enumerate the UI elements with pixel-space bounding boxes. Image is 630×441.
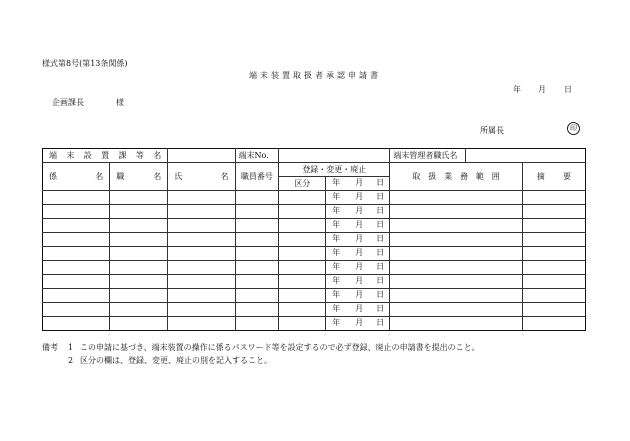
date-year-label: 年 [332, 206, 341, 215]
date-cell[interactable] [326, 205, 390, 219]
date-year-label: 年 [332, 234, 341, 243]
date-month-label: 月 [355, 262, 364, 271]
date-year-label: 年 [332, 192, 341, 201]
terminal-no-value[interactable] [279, 149, 390, 163]
position-cell[interactable] [110, 289, 168, 303]
section-name-cell[interactable] [43, 261, 110, 275]
category-cell[interactable] [279, 303, 326, 317]
table-row [43, 289, 586, 303]
date-month-label: 月 [355, 290, 364, 299]
summary-cell[interactable] [522, 219, 585, 233]
date-month-label: 月 [355, 234, 364, 243]
section-name-cell[interactable] [43, 205, 110, 219]
section-name-cell[interactable] [43, 275, 110, 289]
person-name-cell[interactable] [168, 261, 235, 275]
terminal-no-label: 端末No. [235, 149, 279, 163]
header-row-1 [43, 163, 586, 177]
person-name-cell[interactable] [168, 247, 235, 261]
position-cell[interactable] [110, 191, 168, 205]
position-cell[interactable] [110, 275, 168, 289]
terminal-manager-value[interactable] [465, 149, 585, 163]
date-month-label: 月 [355, 192, 364, 201]
employee-no-cell[interactable] [235, 233, 279, 247]
date-month-label: 月 [355, 318, 364, 327]
date-header-day: 日 [376, 178, 385, 187]
category-header: 区分 [279, 177, 326, 191]
person-name-header: 氏名 [168, 163, 235, 191]
position-header: 職名 [110, 163, 168, 191]
table-row [43, 303, 586, 317]
header-date-month: 月 [538, 85, 546, 94]
summary-cell[interactable] [522, 191, 585, 205]
terminal-manager-label: 端末管理者職氏名 [390, 149, 465, 163]
employee-no-cell[interactable] [235, 219, 279, 233]
date-month-label: 月 [355, 220, 364, 229]
seal-icon: 印 [567, 122, 580, 135]
form-code: 様式第8号(第13条関係) [42, 59, 128, 68]
employee-no-cell[interactable] [235, 247, 279, 261]
date-header-month: 月 [355, 178, 364, 187]
duty-scope-cell[interactable] [390, 247, 522, 261]
installation-dept-label: 端末設置課等名 [43, 149, 168, 163]
person-name-cell[interactable] [168, 303, 235, 317]
date-day-label: 日 [376, 220, 385, 229]
duty-scope-cell[interactable] [390, 317, 522, 331]
employee-no-header: 職員番号 [235, 163, 279, 191]
duty-scope-cell[interactable] [390, 303, 522, 317]
date-cell[interactable] [326, 317, 390, 331]
employee-no-cell[interactable] [235, 191, 279, 205]
table-row [43, 247, 586, 261]
category-cell[interactable] [279, 205, 326, 219]
position-cell[interactable] [110, 303, 168, 317]
summary-cell[interactable] [522, 317, 585, 331]
duty-scope-cell[interactable] [390, 233, 522, 247]
employee-no-cell[interactable] [235, 275, 279, 289]
affiliation-head-label: 所属長 [480, 126, 504, 135]
note-number: 2 [68, 356, 74, 365]
category-cell[interactable] [279, 247, 326, 261]
date-year-label: 年 [332, 262, 341, 271]
section-name-cell[interactable] [43, 233, 110, 247]
installation-dept-value[interactable] [168, 149, 235, 163]
date-year-label: 年 [332, 318, 341, 327]
reg-change-abolish-header: 登録・変更・廃止 [279, 163, 390, 177]
section-name-cell[interactable] [43, 247, 110, 261]
table-row [43, 219, 586, 233]
category-cell[interactable] [279, 261, 326, 275]
category-cell[interactable] [279, 289, 326, 303]
date-header-year: 年 [332, 178, 341, 187]
position-cell[interactable] [110, 261, 168, 275]
employee-no-cell[interactable] [235, 317, 279, 331]
summary-cell[interactable] [522, 205, 585, 219]
date-day-label: 日 [376, 262, 385, 271]
summary-cell[interactable] [522, 303, 585, 317]
category-cell[interactable] [279, 275, 326, 289]
position-cell[interactable] [110, 233, 168, 247]
table-row [43, 233, 586, 247]
date-day-label: 日 [376, 234, 385, 243]
note-text: この申請に基づき、端末装置の操作に係るパスワード等を設定するので必ず登録、廃止の申請書を提出のこと。 [80, 343, 480, 352]
date-header [326, 177, 390, 191]
date-day-label: 日 [376, 276, 385, 285]
header-date-day: 日 [564, 85, 572, 94]
document-title: 端末装置取扱者承認申請書 [249, 71, 381, 80]
duty-scope-cell[interactable] [390, 191, 522, 205]
employee-no-cell[interactable] [235, 289, 279, 303]
date-day-label: 日 [376, 318, 385, 327]
position-cell[interactable] [110, 219, 168, 233]
person-name-cell[interactable] [168, 205, 235, 219]
section-name-cell[interactable] [43, 191, 110, 205]
date-day-label: 日 [376, 290, 385, 299]
position-cell[interactable] [110, 247, 168, 261]
position-cell[interactable] [110, 205, 168, 219]
section-name-cell[interactable] [43, 219, 110, 233]
person-name-cell[interactable] [168, 275, 235, 289]
position-cell[interactable] [110, 317, 168, 331]
date-cell[interactable] [326, 219, 390, 233]
employee-no-cell[interactable] [235, 205, 279, 219]
date-month-label: 月 [355, 304, 364, 313]
person-name-cell[interactable] [168, 289, 235, 303]
date-day-label: 日 [376, 248, 385, 257]
date-cell[interactable] [326, 233, 390, 247]
person-name-cell[interactable] [168, 233, 235, 247]
category-cell[interactable] [279, 219, 326, 233]
section-name-cell[interactable] [43, 303, 110, 317]
date-cell[interactable] [326, 303, 390, 317]
duty-scope-cell[interactable] [390, 275, 522, 289]
section-name-cell[interactable] [43, 317, 110, 331]
summary-cell[interactable] [522, 275, 585, 289]
table-row [43, 317, 586, 331]
employee-no-cell[interactable] [235, 303, 279, 317]
category-cell[interactable] [279, 233, 326, 247]
note-number: 1 [68, 343, 74, 352]
notes-label: 備考 [42, 343, 58, 352]
date-month-label: 月 [355, 206, 364, 215]
date-cell[interactable] [326, 261, 390, 275]
date-cell[interactable] [326, 275, 390, 289]
duty-scope-cell[interactable] [390, 205, 522, 219]
table-row [43, 261, 586, 275]
info-row [43, 149, 586, 163]
date-day-label: 日 [376, 304, 385, 313]
employee-no-cell[interactable] [235, 261, 279, 275]
summary-header: 摘要 [522, 163, 585, 191]
summary-cell[interactable] [522, 261, 585, 275]
category-cell[interactable] [279, 191, 326, 205]
date-year-label: 年 [332, 248, 341, 257]
table-row [43, 275, 586, 289]
addressee: 企画課長 [52, 98, 84, 107]
date-year-label: 年 [332, 290, 341, 299]
date-day-label: 日 [376, 192, 385, 201]
summary-cell[interactable] [522, 289, 585, 303]
duty-scope-cell[interactable] [390, 289, 522, 303]
table-row [43, 191, 586, 205]
table-row [43, 205, 586, 219]
summary-cell[interactable] [522, 233, 585, 247]
application-table [42, 148, 586, 331]
duty-scope-header: 取扱業務範囲 [390, 163, 522, 191]
person-name-cell[interactable] [168, 317, 235, 331]
note-text: 区分の欄は、登録、変更、廃止の別を記入すること。 [80, 356, 272, 365]
date-day-label: 日 [376, 206, 385, 215]
summary-cell[interactable] [522, 247, 585, 261]
category-cell[interactable] [279, 317, 326, 331]
date-cell[interactable] [326, 247, 390, 261]
date-year-label: 年 [332, 276, 341, 285]
date-cell[interactable] [326, 289, 390, 303]
section-name-cell[interactable] [43, 289, 110, 303]
duty-scope-cell[interactable] [390, 219, 522, 233]
section-name-header: 係名 [43, 163, 110, 191]
addressee-suffix: 様 [116, 98, 124, 107]
person-name-cell[interactable] [168, 219, 235, 233]
date-year-label: 年 [332, 304, 341, 313]
header-date-year: 年 [513, 85, 521, 94]
date-month-label: 月 [355, 248, 364, 257]
date-cell[interactable] [326, 191, 390, 205]
date-year-label: 年 [332, 220, 341, 229]
date-month-label: 月 [355, 276, 364, 285]
duty-scope-cell[interactable] [390, 261, 522, 275]
person-name-cell[interactable] [168, 191, 235, 205]
